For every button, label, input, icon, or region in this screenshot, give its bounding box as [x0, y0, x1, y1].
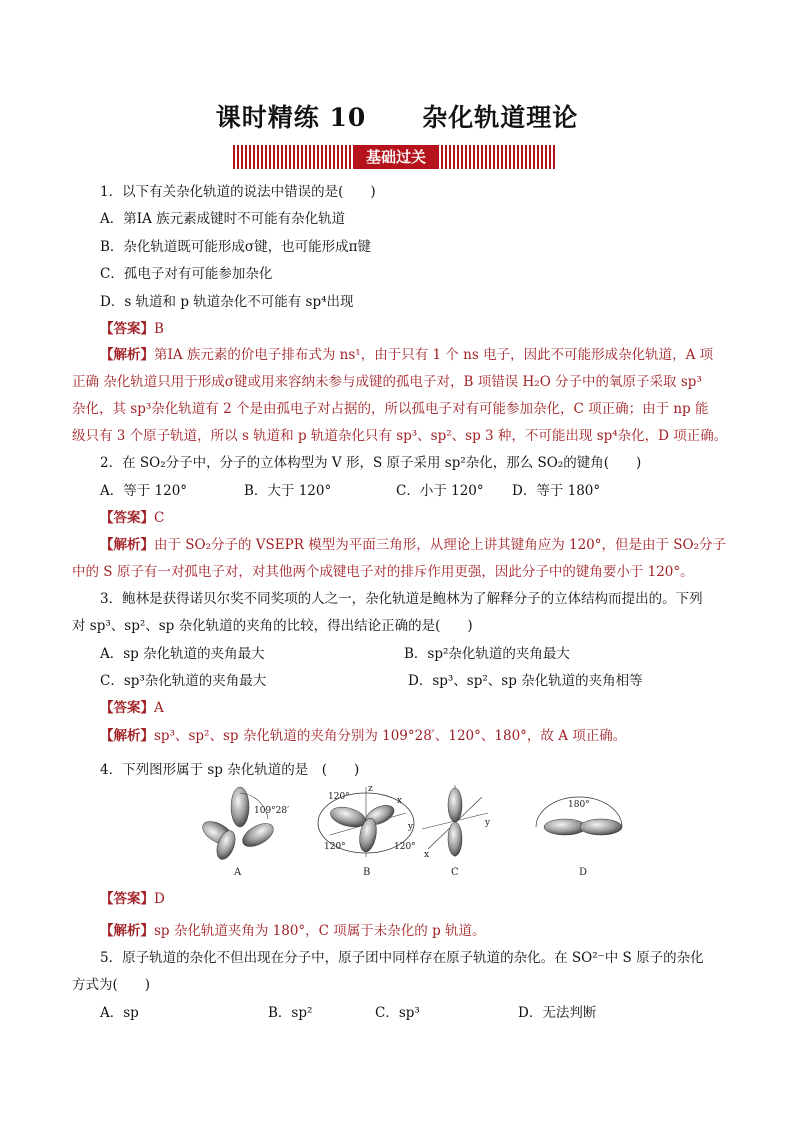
q4-analysis-text: sp 杂化轨道夹角为 180°，C 项属于未杂化的 p 轨道。 [154, 923, 486, 939]
q4-stem: 4．下列图形属于 sp 杂化轨道的是 ( ) [100, 762, 360, 778]
q2-option-c: C．小于 120° [396, 483, 484, 499]
q1-option-d: D．s 轨道和 p 轨道杂化不可能有 sp⁴出现 [100, 294, 354, 310]
title-topic: 杂化轨道理论 [422, 103, 579, 132]
q3-analysis-text: sp³、sp²、sp 杂化轨道的夹角分别为 109°28′、120°、180°，故 A 项正确。 [154, 728, 627, 744]
q5-stem-1: 5．原子轨道的杂化不但出现在分子中，原子团中同样存在原子轨道的杂化。在 SO²⁻中 S 原子的杂化 [100, 950, 704, 966]
q4-answer [100, 887, 165, 907]
q1-stem: 1．以下有关杂化轨道的说法中错误的是( ) [100, 184, 376, 200]
figure-b-angle-3: 120° [394, 842, 416, 852]
q4-analysis [100, 919, 486, 939]
q2-option-b: B．大于 120° [244, 483, 332, 499]
q2-option-a: A．等于 120° [100, 483, 188, 499]
q5-stem-2: 方式为( ) [72, 977, 151, 993]
figure-c-label: C [451, 867, 459, 878]
figure-b-sp2 [318, 785, 416, 878]
figure-d-sp [536, 797, 622, 878]
figure-a-label: A [234, 867, 242, 878]
q1-analysis-4: 级只有 3 个原子轨道，所以 s 轨道和 p 轨道杂化只有 sp³、sp²、sp 3 种，不可能出现 sp⁴杂化，D 项正确。 [72, 428, 728, 444]
figure-c-axis-x: x [424, 850, 430, 860]
figure-b-angle-1: 120° [328, 792, 350, 802]
q1-answer-value: B [154, 321, 164, 337]
figure-b-angle-2: 120° [324, 842, 346, 852]
q2-answer [100, 506, 164, 526]
q1-analysis-text: 第ⅠA 族元素的价电子排布式为 ns¹，由于只有 1 个 ns 电子，因此不可能形成杂化轨道，A 项 [154, 347, 714, 363]
analysis-tag: 【解析】 [100, 537, 154, 553]
q1-option-a: A．第ⅠA 族元素成键时不可能有杂化轨道 [100, 211, 346, 227]
q2-analysis-1 [100, 533, 726, 553]
q3-analysis [100, 724, 626, 744]
figure-c-axis-y: y [485, 818, 491, 828]
answer-tag: 【答案】 [100, 700, 154, 716]
q1-analysis-2: 正确 杂化轨道只用于形成σ键或用来容纳未参与成键的孤电子对，B 项错误 H₂O 分子中的氧原子采取 sp³ [72, 374, 702, 390]
answer-tag: 【答案】 [100, 321, 154, 337]
q3-answer [100, 696, 164, 716]
q3-option-b: B．sp²杂化轨道的夹角最大 [404, 646, 570, 662]
q3-option-d: D．sp³、sp²、sp 杂化轨道的夹角相等 [408, 673, 643, 689]
q3-answer-value: A [154, 700, 164, 716]
figure-b-axis-x: x [397, 796, 403, 806]
q1-option-c: C．孤电子对有可能参加杂化 [100, 266, 273, 282]
analysis-tag: 【解析】 [100, 923, 154, 939]
answer-tag: 【答案】 [100, 891, 154, 907]
page-title [0, 98, 794, 134]
orbital-figures [196, 785, 626, 885]
figure-b-label: B [363, 867, 371, 878]
answer-tag: 【答案】 [100, 510, 154, 526]
q5-option-a: A．sp [100, 1005, 139, 1021]
title-lesson: 课时精练 10 [215, 103, 367, 132]
analysis-tag: 【解析】 [100, 728, 154, 744]
figure-c-p-orbital [422, 785, 491, 878]
q3-stem-2: 对 sp³、sp²、sp 杂化轨道的夹角的比较，得出结论正确的是( ) [72, 618, 473, 634]
analysis-tag: 【解析】 [100, 347, 154, 363]
q2-stem: 2．在 SO₂分子中，分子的立体构型为 V 形，S 原子采用 sp²杂化，那么 SO₂的键角( ) [100, 455, 642, 471]
figure-a-sp3 [199, 787, 289, 878]
figure-a-angle: 109°28′ [254, 806, 290, 816]
q1-answer [100, 317, 164, 337]
figure-d-label: D [579, 867, 588, 878]
figure-b-axis-z: z [368, 785, 373, 794]
q2-answer-value: C [154, 510, 165, 526]
q1-analysis-3: 杂化，其 sp³杂化轨道有 2 个是由孤电子对占据的，所以孤电子对有可能参加杂化，C 项正确；由于 np 能 [72, 401, 709, 417]
q1-option-b: B．杂化轨道既可能形成σ键，也可能形成π键 [100, 239, 372, 255]
q3-option-a: A．sp 杂化轨道的夹角最大 [100, 646, 265, 662]
q2-option-d: D．等于 180° [512, 483, 601, 499]
figure-b-axis-y: y [408, 822, 414, 832]
q1-analysis-1 [100, 343, 713, 363]
section-label: 基础过关 [354, 145, 438, 169]
figure-d-angle: 180° [568, 800, 590, 810]
q4-answer-value: D [154, 891, 165, 907]
q5-option-b: B．sp² [268, 1005, 313, 1021]
q5-option-d: D．无法判断 [518, 1005, 597, 1021]
q3-option-c: C．sp³杂化轨道的夹角最大 [100, 673, 267, 689]
q2-analysis-2: 中的 S 原子有一对孤电子对，对其他两个成键电子对的排斥作用更强，因此分子中的键角要小于 120°。 [72, 564, 694, 580]
q2-analysis-text: 由于 SO₂分子的 VSEPR 模型为平面三角形，从理论上讲其键角应为 120°，但是由于 SO₂分子 [154, 537, 727, 553]
q5-option-c: C．sp³ [375, 1005, 420, 1021]
q3-stem-1: 3．鲍林是获得诺贝尔奖不同奖项的人之一，杂化轨道是鲍林为了解释分子的立体结构而提出的。下列 [100, 591, 703, 607]
